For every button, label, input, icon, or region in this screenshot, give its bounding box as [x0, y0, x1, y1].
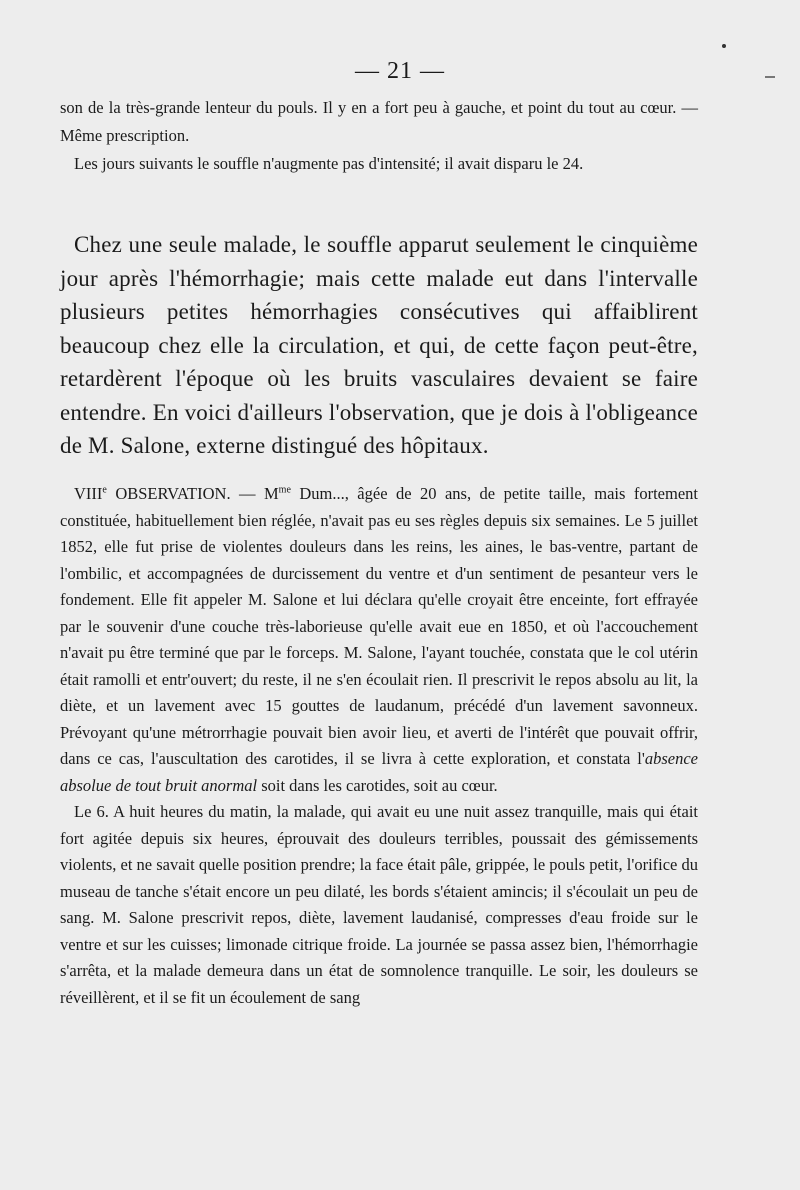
- observation-text-start: Dum..., âgée de 20 ans, de petite taille, mais fortement constituée, habituellement bien réglée, n'avait pas eu ses règles depuis six semaines. Le 5 juillet 1852, elle fut prise de violentes douleurs dans les reins, les aines, le bas-ventre, partant de l'ombilic, et accompagnées de durcissement du ventre et d'un sentiment de pesanteur vers le fondement. Elle fit appeler M. Salone et lui déclara qu'elle croyait être enceinte, fort effrayée par le souvenir d'une couche très-laborieuse qu'elle avait eue en 1850, et où l'accouchement n'avait pu être terminé que par le forceps. M. Salone, l'ayant touchée, constata que le col utérin était ramolli et entr'ouvert; du reste, il ne s'en écoulait rien. Il prescrivit le repos absolu au lit, la diète, et un lavement avec 15 gouttes de laudanum, précédé d'un lavement savonneux. Prévoyant qu'une métrorrhagie pouvait bien avoir lieu, et averti de l'intérêt que pouvait offrir, dans ce cas, l'auscultation des carotides, il se livra à cette exploration, et constata l': [60, 484, 698, 768]
- intro-section: [60, 94, 698, 178]
- speck-mark: [722, 44, 726, 48]
- observation-number-sup: e: [102, 484, 107, 496]
- page-number: — 21 —: [355, 58, 445, 84]
- observation-paragraph-1: [60, 481, 698, 799]
- observation-heading: OBSERVATION. — M: [106, 484, 279, 503]
- intro-paragraph-2: Les jours suivants le souffle n'augmente pas d'intensité; il avait disparu le 24.: [74, 154, 584, 173]
- observation-title: [74, 484, 291, 503]
- observation-text-end: soit dans les carotides, soit au cœur.: [257, 775, 498, 795]
- main-section: [60, 228, 698, 463]
- observation-mme-sup: me: [278, 484, 291, 496]
- intro-paragraph-1: son de la très-grande lenteur du pouls. Il y en a fort peu à gauche, et point du tout au cœur. — Même prescription.: [60, 98, 698, 145]
- observation-section: [60, 481, 698, 1011]
- observation-paragraph-2: Le 6. A huit heures du matin, la malade, qui avait eu une nuit assez tranquille, mais qui était fort agitée depuis six heures, éprouvait des douleurs terribles, poussait des gémissements violents, et ne savait quelle position prendre; la face était pâle, grippée, le pouls petit, l'orifice du museau de tanche s'était encore un peu dilaté, les bords s'étaient amincis; il s'écoulait un peu de sang. M. Salone prescrivit repos, diète, lavement laudanisé, compresses d'eau froide sur le ventre et sur les cuisses; limonade citrique froide. La journée se passa assez bien, l'hémorrhagie s'arrêta, et la malade demeura dans un état de somnolence tranquille. Le soir, les douleurs se réveillèrent, et il se fit un écoulement de sang: [60, 802, 699, 1007]
- observation-number: VIII: [74, 484, 103, 503]
- observation-italic-text: absence absolue de tout bruit anormal: [60, 749, 698, 795]
- main-paragraph: Chez une seule malade, le souffle apparut seulement le cinquième jour après l'hémorrhagie; mais cette malade eut dans l'intervalle plusieurs petites hémorrhagies consécutives qui affaiblirent beaucoup chez elle la circulation, et qui, de cette façon peut-être, retardèrent l'époque où les bruits vasculaires devaient se faire entendre. En voici d'ailleurs l'observation, que je dois à l'obligeance de M. Salone, externe distingué des hôpitaux.: [60, 232, 698, 458]
